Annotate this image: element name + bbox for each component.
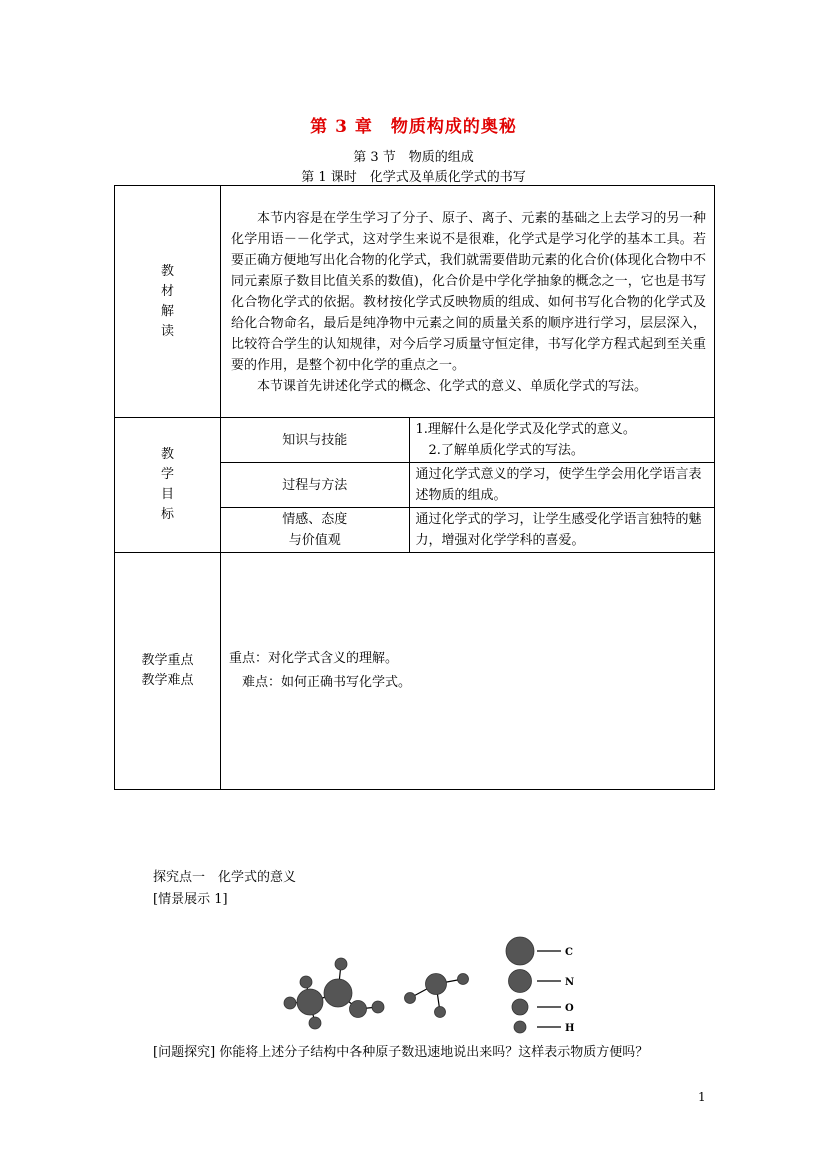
atom (309, 1017, 321, 1029)
atom (435, 1007, 446, 1018)
legend-label-n: N (565, 977, 575, 988)
reading-paragraph: 本节课首先讲述化学式的概念、化学式的意义、单质化学式的写法。 (257, 379, 648, 394)
goal-content: 1.理解什么是化学式及化学式的意义。 2.了解单质化学式的写法。 (409, 418, 715, 463)
lesson-title: 第 1 课时 化学式及单质化学式的书写 (301, 170, 526, 185)
legend-atom-h (514, 1021, 526, 1033)
key-point: 重点：对化学式含义的理解。 (229, 651, 399, 666)
atom (324, 979, 352, 1007)
atom (297, 989, 323, 1015)
atom (300, 976, 312, 988)
goal-content: 通过化学式意义的学习，使学生学会用化学语言表述物质的组成。 (409, 463, 715, 508)
legend-label-o: O (565, 1003, 574, 1014)
atom (372, 1001, 384, 1013)
difficulty-point: 难点：如何正确书写化学式。 (242, 675, 412, 690)
explore-heading: 探究点一 化学式的意义 (153, 870, 297, 885)
legend-atom-o (512, 999, 528, 1015)
section-title: 第 3 节 物质的组成 (353, 150, 474, 165)
page-number: 1 (698, 1090, 706, 1104)
scene-label: [情景展示 1] (153, 892, 228, 907)
legend-atom-n (509, 970, 532, 993)
atom (335, 958, 347, 970)
goal-name: 情感、态度 与价值观 (221, 508, 409, 553)
atom (284, 997, 296, 1009)
goal-content: 通过化学式的学习，让学生感受化学语言独特的魅力，增强对化学学科的喜爱。 (409, 508, 715, 553)
goal-name: 过程与方法 (221, 463, 409, 508)
goals-label: 教 学 目 标 (115, 418, 221, 553)
chapter-title: 第 3 章 物质构成的奥秘 (310, 117, 517, 137)
legend-label-c: C (565, 947, 573, 958)
key-points-label: 教学重点 教学难点 (115, 553, 221, 790)
reading-paragraph: 本节内容是在学生学习了分子、原子、离子、元素的基础之上去学习的另一种化学用语－－化学式，这对学生来说不是很难，化学式是学习化学的基本工具。若要正确方便地写出化合物的化学式，我们就需要借助元素的化合价(体现化合物中不同元素原子数目比值关系的数值)，化合价是中学化学抽象的概念之一，它也是书写化合物化学式的依据。教材按化学式反映物质的组成、如何书写化合物的化学式及给化合物命名，最后是纯净物中元素之间的质量关系的顺序进行学习，层层深入，比较符合学生的认知规律，对今后学习质量守恒定律，书写化学方程式起到至关重要的作用，是整个初中化学的重点之一。 (231, 211, 706, 373)
legend-atom-c (506, 937, 534, 965)
question-text: [问题探究] 你能将上述分子结构中各种原子数迅速地说出来吗？这样表示物质方便吗？ (153, 1045, 649, 1060)
reading-label: 教 材 解 读 (115, 186, 221, 418)
goal-name: 知识与技能 (221, 418, 409, 463)
atom (405, 993, 416, 1004)
atom (426, 974, 447, 995)
atom (350, 1001, 367, 1018)
legend-label-h: H (565, 1023, 575, 1034)
atom (458, 974, 469, 985)
